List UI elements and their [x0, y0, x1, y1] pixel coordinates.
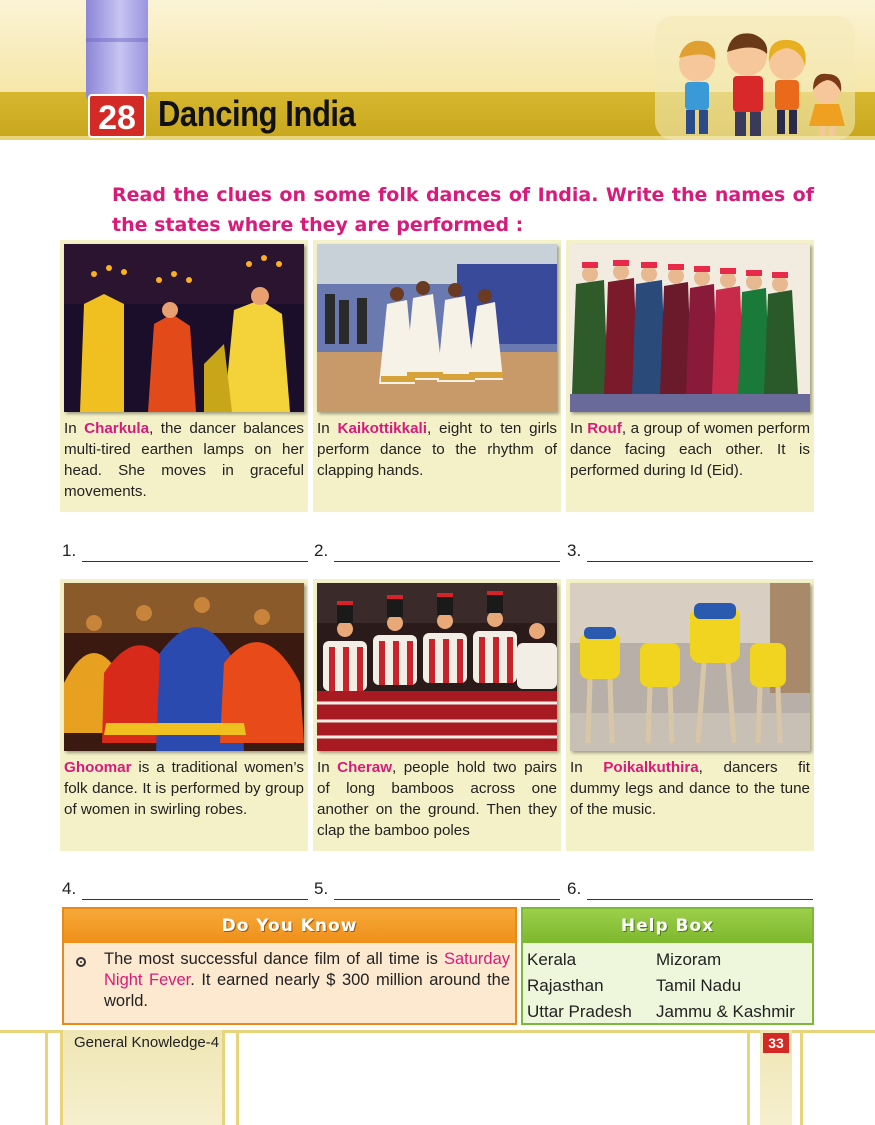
- answer-5[interactable]: 5.: [314, 878, 560, 900]
- footer-right-margin: [800, 1030, 875, 1125]
- do-you-know-heading: Do You Know: [64, 909, 515, 943]
- dance-card-cheraw: [313, 579, 561, 851]
- cartoon-kids-illustration: [655, 16, 855, 140]
- ghoomar-photo: [64, 583, 304, 751]
- charkula-clue: In Charkula, the dancer balances multi-tired earthen lamps on her head. She moves in graceful movements.: [64, 420, 304, 500]
- help-item-tamil-nadu: Tamil Nadu: [656, 976, 742, 995]
- dance-card-charkula: [60, 240, 308, 512]
- poikalkuthira-photo: [570, 583, 810, 751]
- answer-4-line[interactable]: [82, 884, 308, 900]
- footer-middle: [236, 1030, 750, 1125]
- chapter-tab-fold: [86, 38, 148, 42]
- help-item-uttar-pradesh: Uttar Pradesh: [527, 1002, 632, 1021]
- dance-card-rouf: [566, 240, 814, 512]
- kaikottikkali-clue: In Kaikottikkali, eight to ten girls perform dance to the rhythm of clapping hands.: [317, 420, 557, 479]
- do-you-know-text: The most successful dance film of all time is Saturday Night Fever. It earned nearly $ 300 million around the world.: [104, 950, 511, 1010]
- instruction-text: Read the clues on some folk dances of India. Write the names of the states where they are performed :: [112, 184, 814, 236]
- answer-2-line[interactable]: [334, 546, 560, 562]
- page-number: 33: [763, 1033, 789, 1053]
- do-you-know-box: [62, 907, 517, 1025]
- answer-1-line[interactable]: [82, 546, 308, 562]
- dance-card-kaikottikkali: [313, 240, 561, 512]
- ghoomar-clue: Ghoomar is a traditional women’s folk dance. It is performed by group of women in swirling robes.: [64, 759, 304, 818]
- help-item-mizoram: Mizoram: [656, 950, 722, 969]
- answer-5-line[interactable]: [334, 884, 560, 900]
- cheraw-photo: [317, 583, 557, 751]
- help-item-rajasthan: Rajasthan: [527, 976, 604, 995]
- help-box-heading: Help Box: [523, 909, 812, 943]
- kaikottikkali-photo: [317, 244, 557, 412]
- answer-3-line[interactable]: [587, 546, 813, 562]
- rouf-photo: [570, 244, 810, 412]
- rouf-clue: In Rouf, a group of women perform dance facing each other. It is performed during Id (Eid).: [570, 420, 810, 479]
- page-title: Dancing India: [158, 93, 356, 134]
- answer-4[interactable]: 4.: [62, 878, 308, 900]
- dance-card-poikalkuthira: [566, 579, 814, 851]
- footer-left-margin: [0, 1030, 48, 1125]
- answer-2[interactable]: 2.: [314, 540, 560, 562]
- help-box: [521, 907, 814, 1025]
- chapter-number: 28: [88, 94, 146, 138]
- charkula-photo: [64, 244, 304, 412]
- chapter-tab: [86, 0, 148, 100]
- help-item-jammu-kashmir: Jammu & Kashmir: [656, 1002, 795, 1021]
- help-item-kerala: Kerala: [527, 950, 577, 969]
- answer-6[interactable]: 6.: [567, 878, 813, 900]
- dance-card-ghoomar: [60, 579, 308, 851]
- answer-1[interactable]: 1.: [62, 540, 308, 562]
- answer-3[interactable]: 3.: [567, 540, 813, 562]
- cheraw-clue: In Cheraw, people hold two pairs of long bamboos across one another on the ground. Then they clap the bamboo poles: [317, 759, 557, 839]
- book-title: General Knowledge-4: [74, 1034, 220, 1051]
- poikalkuthira-clue: In Poikalkuthira, dancers fit dummy legs and dance to the tune of the music.: [570, 759, 810, 818]
- answer-6-line[interactable]: [587, 884, 813, 900]
- bullet-icon: [76, 957, 86, 967]
